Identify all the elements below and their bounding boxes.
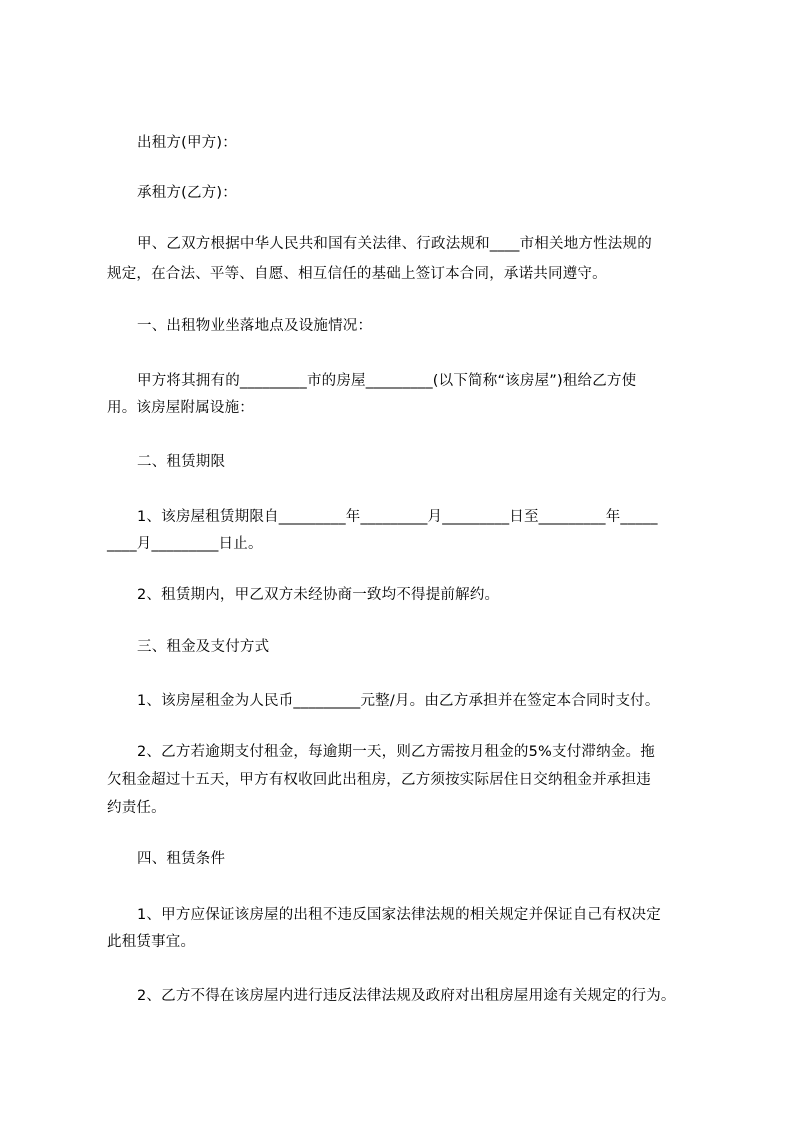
rent-clause-2-line-1: 2、乙方若逾期支付租金，每逾期一天，则乙方需按月租金的5%支付滞纳金。拖 xyxy=(137,744,655,760)
condition-clause-2: 2、乙方不得在该房屋内进行违反法律法规及政府对出租房屋用途有关规定的行为。 xyxy=(137,988,676,1004)
rent-clause-1: 1、该房屋租金为人民币_________元整/月。由乙方承担并在签定本合同时支付。 xyxy=(137,693,660,709)
term-clause-line-1: 1、该房屋租赁期限自_________年_________月_________日至_________年_____ xyxy=(137,509,658,525)
section-1-para-line-1: 甲方将其拥有的_________市的房屋_________(以下简称“该房屋”)租给乙方使 xyxy=(137,373,637,389)
preamble-line-2: 规定，在合法、平等、自愿、相互信任的基础上签订本合同，承诺共同遵守。 xyxy=(107,266,607,282)
party-b-line: 承租方(乙方)： xyxy=(137,185,237,201)
condition-clause-1-line-1: 1、甲方应保证该房屋的出租不违反国家法律法规的相关规定并保证自己有权决定 xyxy=(137,907,661,923)
rent-clause-2-line-3: 约责任。 xyxy=(107,800,166,816)
section-1-para-line-2: 用。该房屋附属设施： xyxy=(107,400,254,416)
section-3-heading: 三、租金及支付方式 xyxy=(137,639,270,655)
term-clause-2: 2、租赁期内，甲乙双方未经协商一致均不得提前解约。 xyxy=(137,587,500,603)
section-2-heading: 二、租赁期限 xyxy=(137,454,226,470)
preamble-line-1: 甲、乙双方根据中华人民共和国有关法律、行政法规和____市相关地方性法规的 xyxy=(137,236,652,252)
section-1-heading: 一、出租物业坐落地点及设施情况： xyxy=(137,318,373,334)
condition-clause-1-line-2: 此租赁事宜。 xyxy=(107,934,196,950)
term-clause-line-2: ____月_________日止。 xyxy=(107,536,263,552)
party-a-line: 出租方(甲方)： xyxy=(137,135,237,151)
section-4-heading: 四、租赁条件 xyxy=(137,851,226,867)
rent-clause-2-line-2: 欠租金超过十五天，甲方有权收回此出租房，乙方须按实际居住日交纳租金并承担违 xyxy=(107,772,651,788)
